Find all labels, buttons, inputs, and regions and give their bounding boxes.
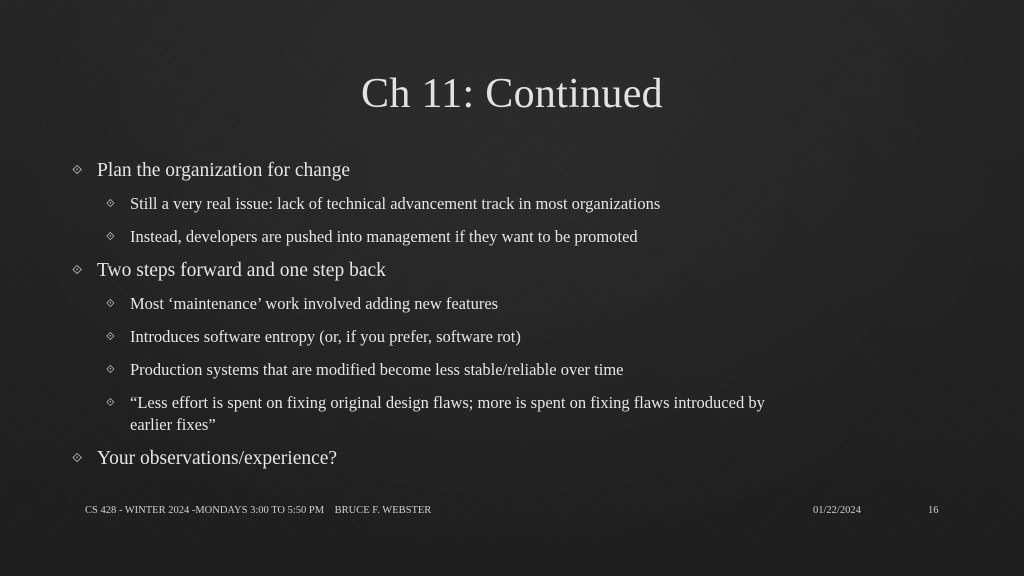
bullet-level2 (106, 226, 786, 248)
bullet-text: Two steps forward and one step back (97, 260, 386, 281)
diamond-bullet-icon: ⟐ (106, 330, 115, 343)
bullet-level2 (106, 359, 786, 381)
diamond-bullet-icon: ⟐ (106, 396, 115, 409)
diamond-bullet-icon: ⟐ (106, 230, 115, 243)
bullet-level2 (106, 326, 786, 348)
bullet-level2 (106, 193, 786, 215)
slide-title: Ch 11: Continued (361, 71, 663, 117)
bullet-level1 (72, 158, 350, 184)
footer-page-number: 16 (928, 505, 939, 516)
bullet-text: Introduces software entropy (or, if you prefer, software rot) (130, 327, 521, 346)
bullet-text: “Less effort is spent on fixing original design flaws; more is spent on fixing flaws introduced by earlier fixes” (130, 393, 765, 434)
footer-date: 01/22/2024 (813, 505, 861, 516)
bullet-text: Instead, developers are pushed into management if they want to be promoted (130, 227, 638, 246)
bullet-text: Plan the organization for change (97, 160, 351, 181)
bullet-level1 (72, 258, 386, 284)
bullet-level1 (72, 446, 337, 472)
diamond-bullet-icon: ⟐ (106, 297, 115, 310)
footer-course-info: CS 428 - WINTER 2024 -MONDAYS 3:00 TO 5:50 PM BRUCE F. WEBSTER (85, 505, 432, 516)
bullet-text: Most ‘maintenance’ work involved adding new features (130, 294, 499, 313)
bullet-level2 (106, 293, 786, 315)
bullet-text: Still a very real issue: lack of technical advancement track in most organizations (130, 194, 661, 213)
diamond-bullet-icon: ⟐ (72, 451, 83, 466)
bullet-text: Your observations/experience? (97, 448, 338, 469)
diamond-bullet-icon: ⟐ (106, 197, 115, 210)
diamond-bullet-icon: ⟐ (72, 163, 83, 178)
bullet-text: Production systems that are modified become less stable/reliable over time (130, 360, 624, 379)
bullet-level2 (106, 392, 766, 436)
diamond-bullet-icon: ⟐ (72, 263, 83, 278)
diamond-bullet-icon: ⟐ (106, 363, 115, 376)
